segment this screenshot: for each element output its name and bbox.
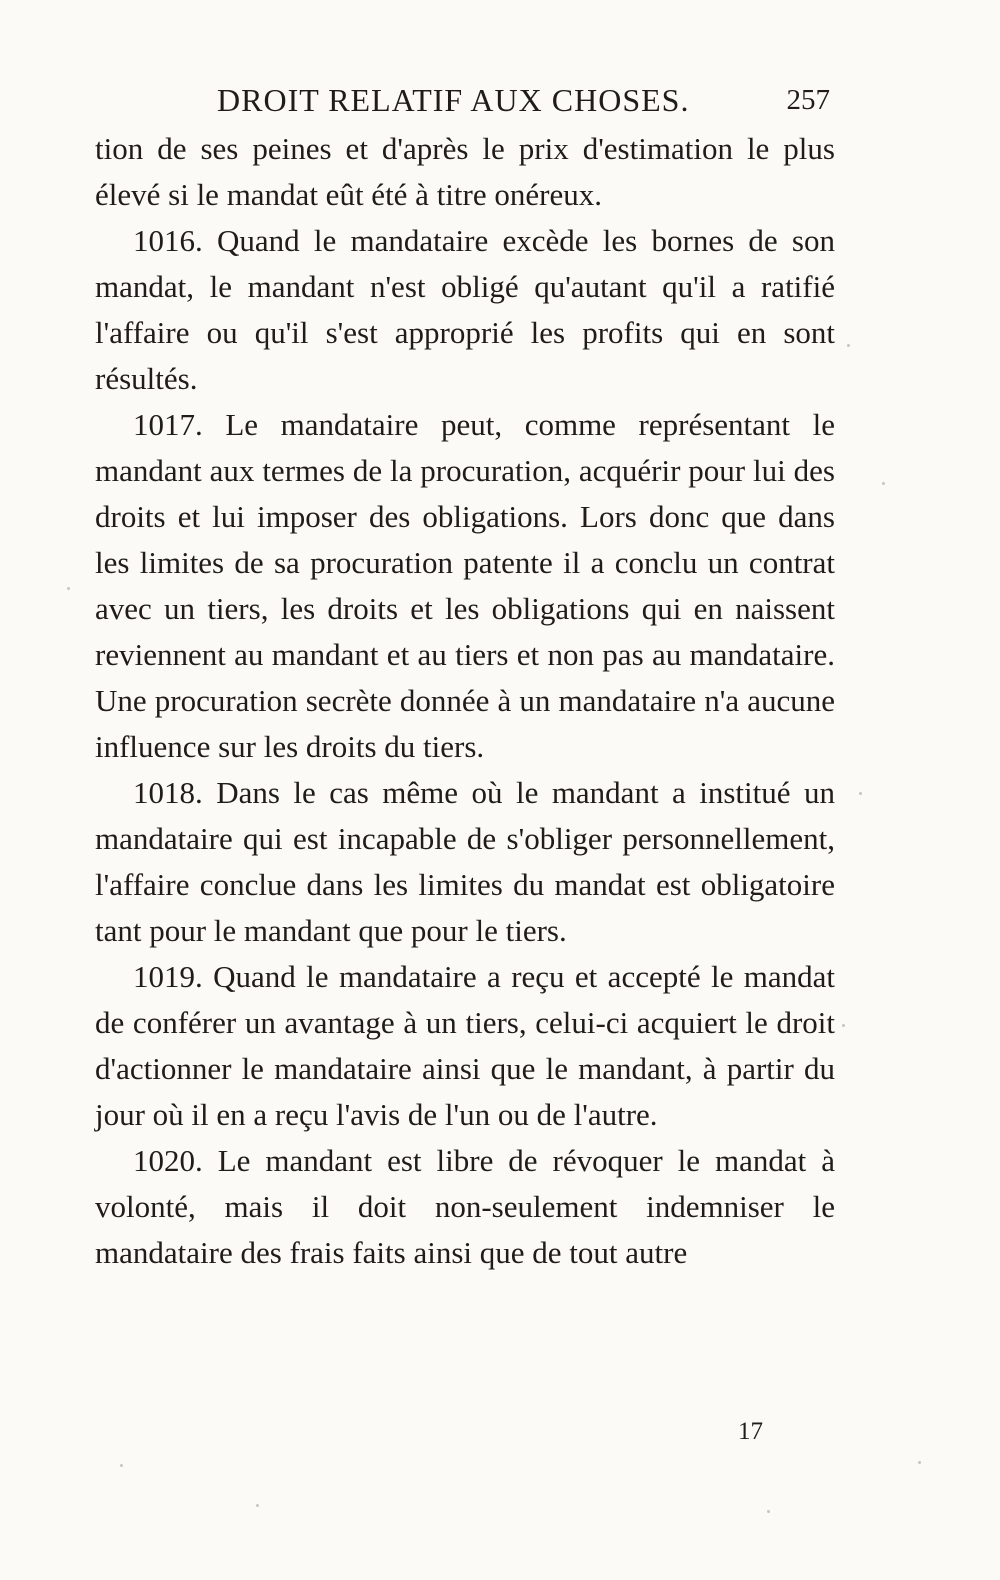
paper-speck (767, 1510, 770, 1513)
article-1019: 1019. Quand le mandataire a reçu et accepté le mandat de conférer un avantage à un tiers, celui-ci acquiert le droit d'actionner le mandataire ainsi que le mandant, à partir du jour où il en a reçu l'avis de l'un ou de l'autre. (95, 959, 835, 1132)
paper-speck (859, 792, 862, 795)
running-head (95, 78, 830, 122)
running-title: DROIT RELATIF AUX CHOSES. (217, 82, 690, 118)
article-1017: 1017. Le mandataire peut, comme représentant le mandant aux termes de la procuration, acquérir pour lui des droits et lui imposer des obligations. Lors donc que dans les limites de sa procuration patente il a conclu un contrat avec un tiers, les droits et les obligations qui en naissent reviennent au mandant et au tiers et non pas au mandataire. Une procuration secrète donnée à un mandataire n'a aucune influence sur les droits du tiers. (95, 407, 835, 764)
paper-speck (847, 344, 850, 347)
signature-mark: 17 (738, 1418, 763, 1445)
paper-speck (67, 587, 70, 590)
paper-speck (882, 482, 885, 485)
article-1016: 1016. Quand le mandataire excède les bornes de son mandat, le mandant n'est obligé qu'autant qu'il a ratifié l'affaire ou qu'il s'est approprié les profits qui en sont résultés. (95, 223, 835, 396)
main-text (95, 126, 835, 1276)
article-1020: 1020. Le mandant est libre de révoquer le mandat à volonté, mais il doit non-seulement indemniser le mandataire des frais faits ainsi que de tout autre (95, 1143, 835, 1270)
paper-speck (842, 1024, 845, 1027)
paper-speck (918, 1461, 921, 1464)
paper-speck (120, 1464, 123, 1467)
paragraph-continuation: tion de ses peines et d'après le prix d'estimation le plus élevé si le mandat eût été à titre onéreux. (95, 131, 835, 212)
paper-speck (256, 1504, 259, 1507)
page-number: 257 (786, 84, 830, 116)
article-1018: 1018. Dans le cas même où le mandant a institué un mandataire qui est incapable de s'obliger personnellement, l'affaire conclue dans les limites du mandat est obligatoire tant pour le mandant que pour le tiers. (95, 775, 835, 948)
